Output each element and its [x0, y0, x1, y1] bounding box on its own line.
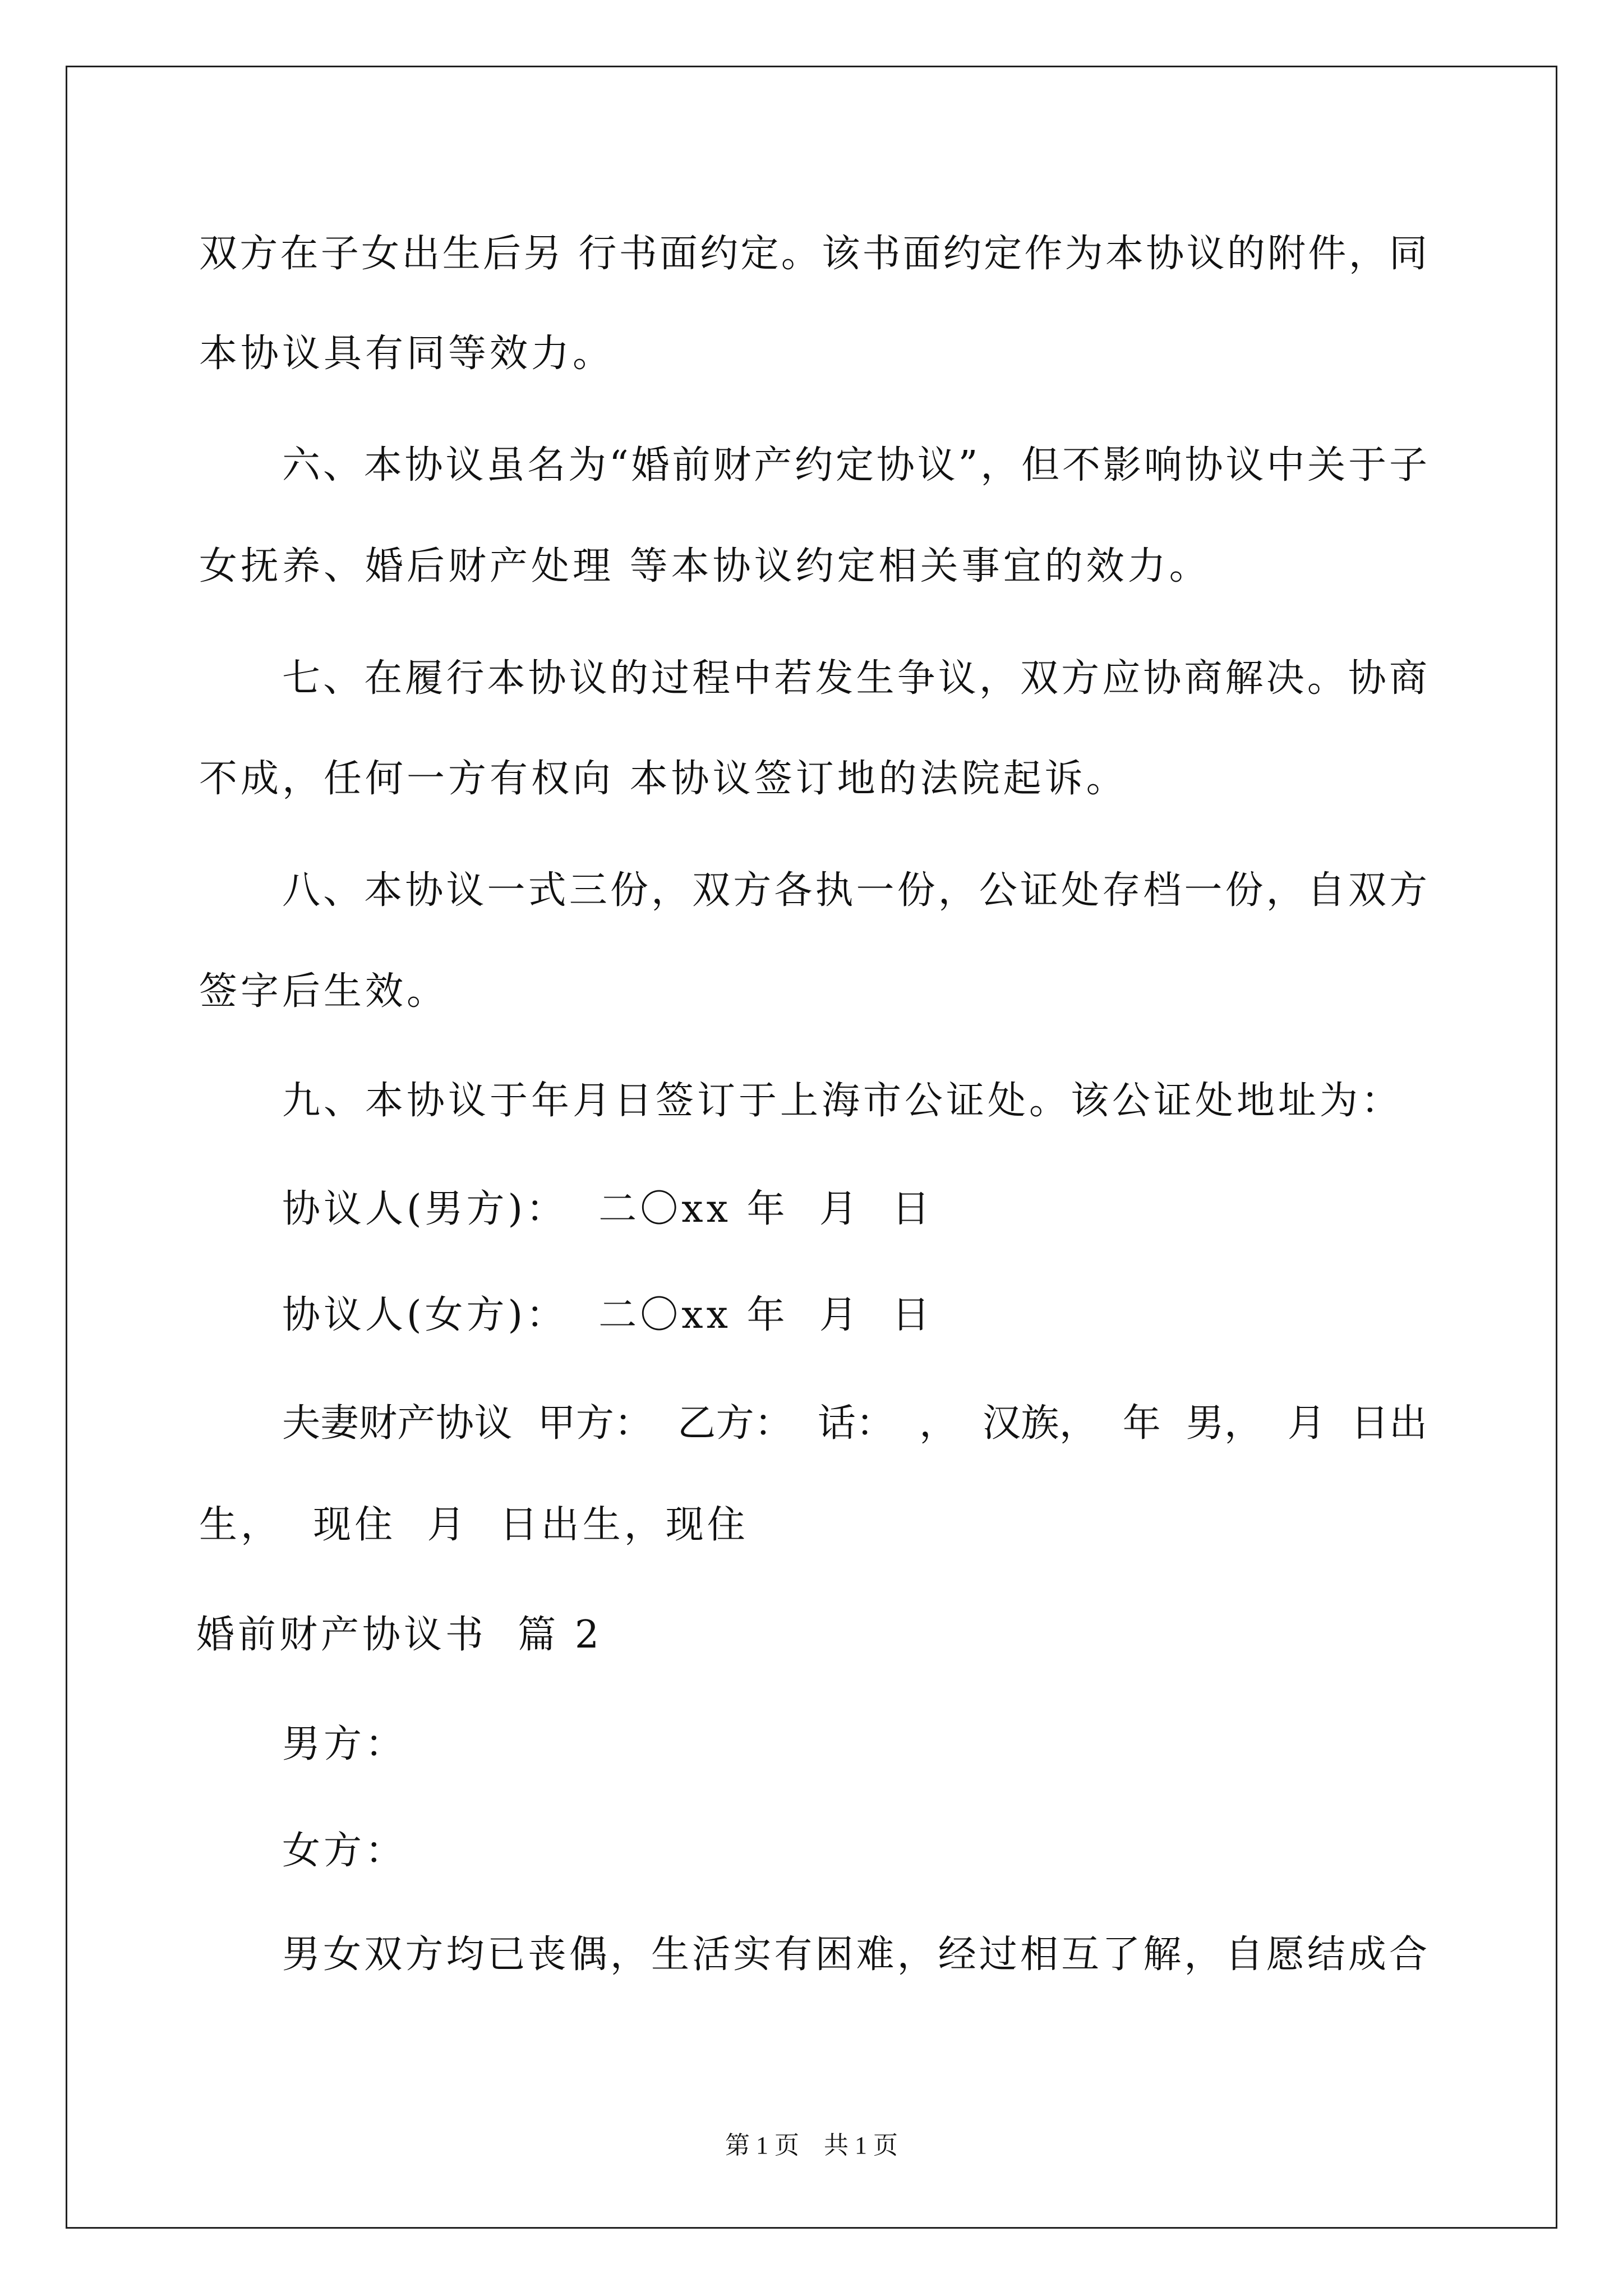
page-border	[66, 66, 1557, 2229]
marital-property-line-1: 夫妻财产协议 甲方： 乙方： 话： ， 汉族， 年 男， 月 日出	[282, 1401, 1427, 1446]
male-party-label: 男方：	[282, 1722, 407, 1766]
paragraph-last-line: 男女双方均已丧偶，生活实有困难，经过相互了解，自愿结成合	[282, 1932, 1427, 1977]
paragraph-line-1: 双方在子女出生后另 行书面约定。该书面约定作为本协议的附件，同	[199, 232, 1427, 276]
paragraph-line-2: 本协议具有同等效力。	[199, 332, 615, 376]
female-party-label: 女方：	[282, 1829, 407, 1873]
signatory-female-line: 协议人(女方)： 二〇xx 年 月 日	[282, 1293, 934, 1337]
clause-7-line-1: 七、在履行本协议的过程中若发生争议，双方应协商解决。协商	[282, 656, 1427, 701]
clause-8-line-2: 签字后生效。	[199, 969, 449, 1014]
clause-6-line-2: 女抚养、婚后财产处理 等本协议约定相关事宜的效力。	[199, 544, 1211, 588]
clause-6-line-1: 六、本协议虽名为“婚前财产约定协议”，但不影响协议中关于子	[282, 443, 1427, 487]
page-footer: 第 1 页 共 1 页	[725, 2132, 898, 2159]
signatory-male-line: 协议人(男方)： 二〇xx 年 月 日	[282, 1187, 934, 1231]
clause-7-line-2: 不成，任何一方有权向 本协议签订地的法院起诉。	[199, 757, 1128, 801]
section-heading: 婚前财产协议书 篇 2	[196, 1613, 603, 1657]
clause-9-line: 九、本协议于年月日签订于上海市公证处。该公证处地址为：	[282, 1079, 1403, 1123]
marital-property-line-2: 生， 现住 月 日出生，现住	[199, 1503, 749, 1547]
clause-8-line-1: 八、本协议一式三份，双方各执一份，公证处存档一份，自双方	[282, 868, 1427, 913]
